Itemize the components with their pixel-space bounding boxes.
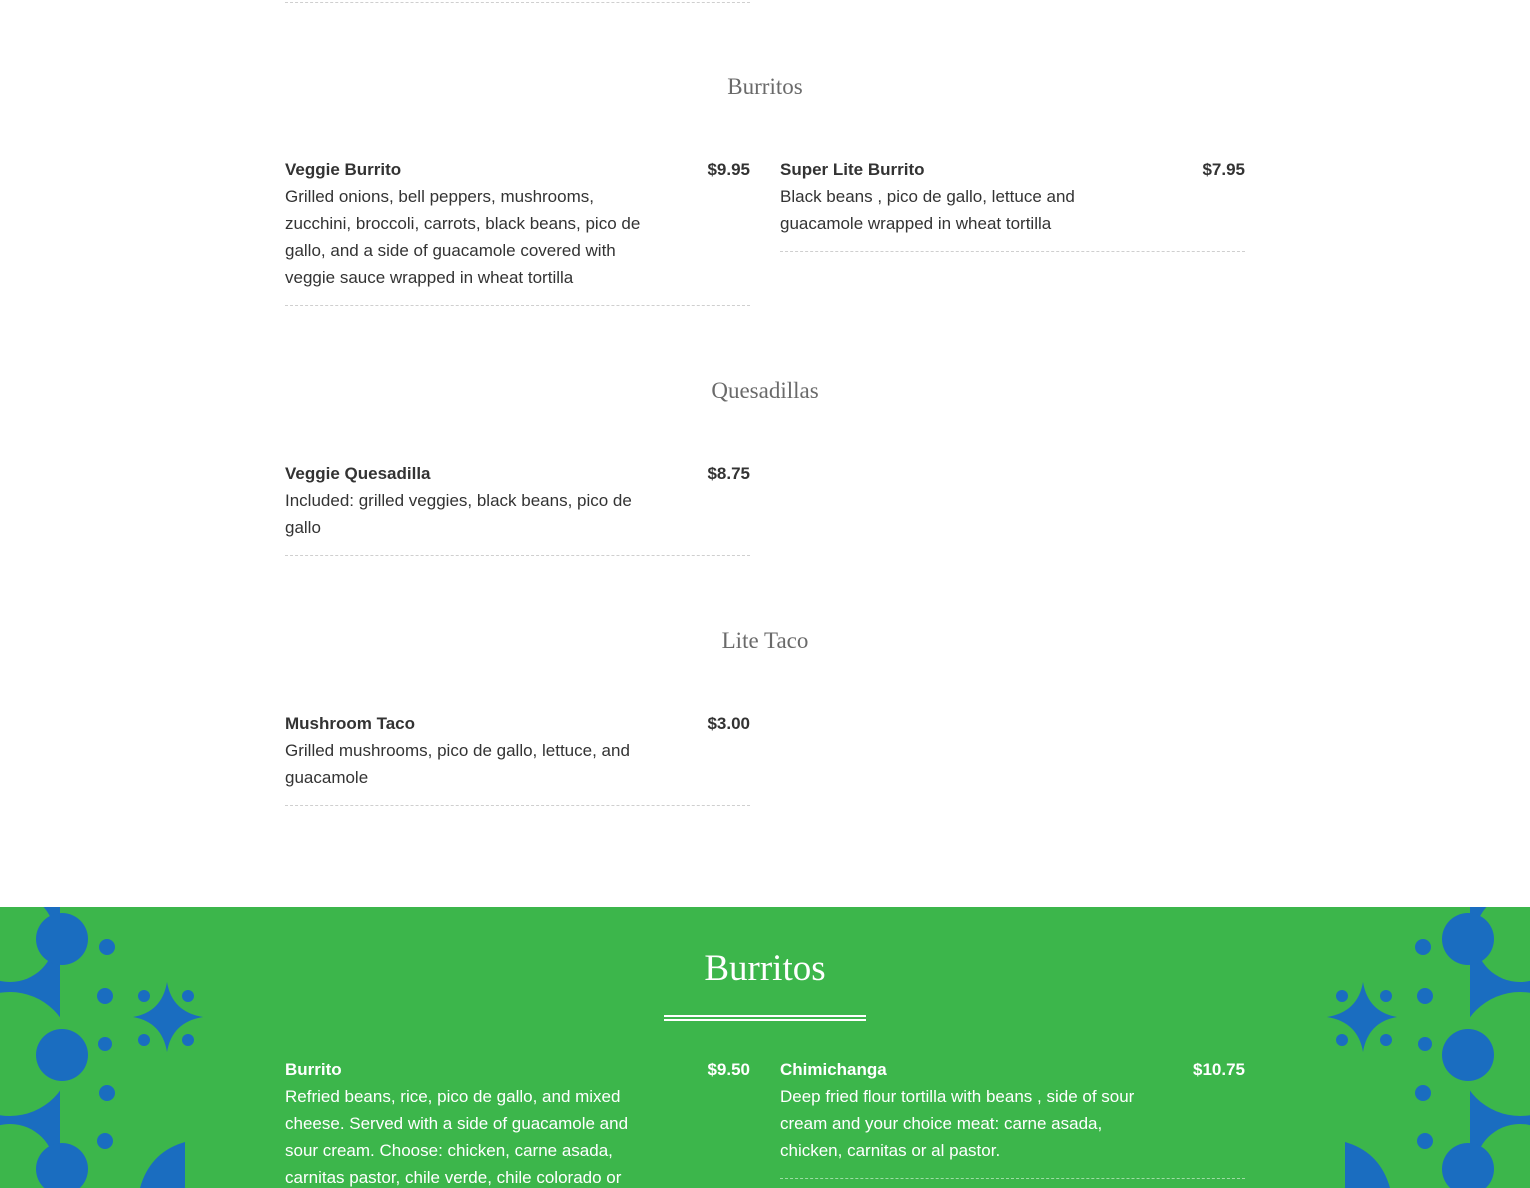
menu-item-name: Chimichanga [780, 1060, 887, 1079]
menu-item [285, 460, 750, 556]
menu-item-price: $9.50 [707, 1060, 750, 1079]
menu-item [285, 1056, 750, 1188]
menu-item-name: Super Lite Burrito [780, 160, 925, 179]
menu-item-price: $10.75 [1193, 1060, 1245, 1079]
menu-item-description: Refried beans, rice, pico de gallo, and mixed cheese. Served with a side of guacamole and sour cream. Choose: chicken, carne asada, carnitas pastor, chile verde, chile colorado or [285, 1087, 629, 1187]
featured-section [0, 907, 1530, 1188]
menu-item-description: Grilled mushrooms, pico de gallo, lettuce, and guacamole [285, 741, 630, 787]
menu-item-description: Deep fried flour tortilla with beans , side of sour cream and your choice meat: carne asada, chicken, carnitas or al pastor. [780, 1087, 1135, 1160]
section-title-quesadillas: Quesadillas [711, 378, 819, 403]
section-title-burritos: Burritos [727, 74, 803, 99]
section-title-lite-taco: Lite Taco [721, 628, 809, 653]
menu-item-name: Mushroom Taco [285, 714, 416, 733]
title-double-rule [664, 1015, 866, 1021]
menu-item-price: $8.75 [707, 464, 750, 483]
menu-item-description: Grilled onions, bell peppers, mushrooms, zucchini, broccoli, carrots, black beans, pico de gallo, and a side of guacamole covered with veggie sauce wrapped in wheat tortilla [285, 187, 641, 287]
menu-item-name: Veggie Burrito [285, 160, 402, 179]
menu-item-price: $3.00 [707, 714, 750, 733]
menu-item [780, 156, 1245, 252]
menu-item-price: $7.95 [1202, 160, 1245, 179]
menu-item-price: $9.95 [707, 160, 750, 179]
menu-item-name: Burrito [285, 1060, 342, 1079]
menu-item [780, 1056, 1245, 1179]
featured-section-title: Burritos [704, 948, 826, 989]
menu-item-description: Black beans , pico de gallo, lettuce and guacamole wrapped in wheat tortilla [780, 187, 1075, 233]
menu-item-description: Included: grilled veggies, black beans, pico de gallo [285, 491, 632, 537]
menu-item [285, 710, 750, 806]
menu-divider [285, 2, 750, 3]
menu-item [285, 156, 750, 306]
menu-item-name: Veggie Quesadilla [285, 464, 431, 483]
